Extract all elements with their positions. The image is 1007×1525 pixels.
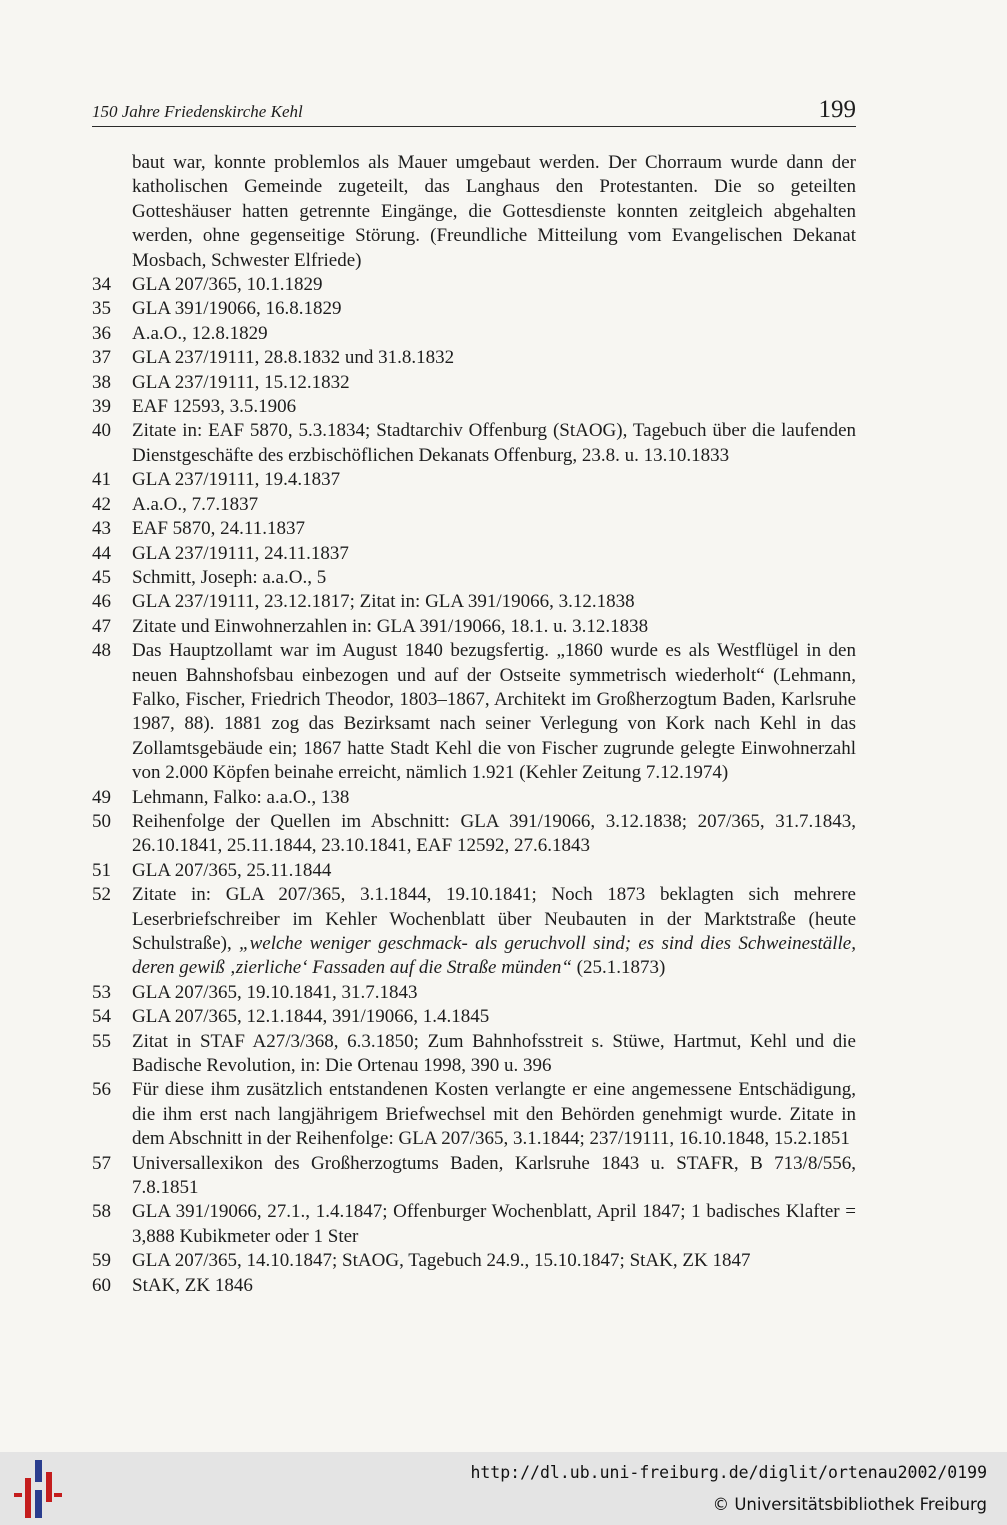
footnote-number: 54 bbox=[92, 1006, 111, 1028]
footnote-text bbox=[132, 419, 856, 468]
footnote-number bbox=[92, 151, 132, 273]
footnote-text-main: Lehmann, Falko: a.a.O., 138 bbox=[132, 786, 350, 808]
footnote-43 bbox=[92, 517, 856, 541]
footnote-text-main: GLA 207/365, 25.11.1844 bbox=[132, 859, 332, 881]
footnote-text-main: Zitate in: GLA 207/365, 3.1.1844, 19.10.1841; Noch 1873 beklagten sich mehrere Leserbriefschreiber im Kehler Wochenblatt über Neubauten in der Marktstraße (heute Schulstraße), bbox=[132, 884, 856, 954]
footnote-text bbox=[132, 810, 856, 859]
footnote-number: 51 bbox=[92, 859, 111, 881]
footnote-text bbox=[132, 566, 856, 590]
footnote-text-main: baut war, konnte problemlos als Mauer umgebaut werden. Der Chorraum wurde dann der katholischen Gemeinde zugeteilt, das Langhaus den Protestanten. Die so geteilten Gotteshäuser hatten getrennte Eingänge, die Gottesdienste konnten zeitgleich abgehalten werden, ohne gegenseitige Störung. (Freundliche Mitteilung vom Evangelischen Dekanat Mosbach, Schwester Elfriede) bbox=[132, 152, 856, 271]
footnote-text bbox=[132, 273, 856, 297]
footnote-48 bbox=[92, 639, 856, 785]
footnote-47 bbox=[92, 615, 856, 639]
footnote-number: 38 bbox=[92, 371, 111, 393]
footnote-50 bbox=[92, 810, 856, 859]
footnote-51 bbox=[92, 859, 856, 883]
footnote-42 bbox=[92, 493, 856, 517]
footnote-text bbox=[132, 1200, 856, 1249]
footnote-text-main: Reihenfolge der Quellen im Abschnitt: GLA 391/19066, 3.12.1838; 207/365, 31.7.1843, 26.10.1841, 25.11.1844, 23.10.1841, EAF 12592, 27.6.1843 bbox=[132, 810, 856, 857]
footnote-text bbox=[132, 1152, 856, 1201]
footnote-number: 41 bbox=[92, 469, 111, 491]
footnote-number: 37 bbox=[92, 347, 111, 369]
footnote-38 bbox=[92, 371, 856, 395]
footnote-39 bbox=[92, 395, 856, 419]
footnote-text-main: GLA 207/365, 14.10.1847; StAOG, Tagebuch 24.9., 15.10.1847; StAK, ZK 1847 bbox=[132, 1250, 751, 1272]
footnote-number: 46 bbox=[92, 591, 111, 613]
footnote-text bbox=[132, 883, 856, 981]
footnote-text-main: GLA 207/365, 12.1.1844, 391/19066, 1.4.1845 bbox=[132, 1006, 490, 1028]
footnote-number: 52 bbox=[92, 884, 111, 906]
footnote-text bbox=[132, 517, 856, 541]
footnote-text bbox=[132, 322, 856, 346]
footnote-text bbox=[132, 371, 856, 395]
footnote-text bbox=[132, 151, 856, 273]
footnote-54 bbox=[92, 1005, 856, 1029]
footnote-text-main: GLA 237/19111, 28.8.1832 und 31.8.1832 bbox=[132, 347, 455, 369]
footnote-text bbox=[132, 297, 856, 321]
footnote-59 bbox=[92, 1249, 856, 1273]
footnote-number: 49 bbox=[92, 786, 111, 808]
footnote-text-main: EAF 12593, 3.5.1906 bbox=[132, 396, 297, 418]
footnote-text bbox=[132, 1030, 856, 1079]
footnote-number: 40 bbox=[92, 420, 111, 442]
footnote-number: 45 bbox=[92, 566, 111, 588]
footnote-34 bbox=[92, 273, 856, 297]
footnote-text-main: Universallexikon des Großherzogtums Baden, Karlsruhe 1843 u. STAFR, B 713/8/556, 7.8.1851 bbox=[132, 1152, 856, 1199]
page-number: 199 bbox=[818, 96, 856, 123]
footnote-number: 42 bbox=[92, 493, 111, 515]
viewer-footer bbox=[0, 1452, 1007, 1525]
running-title: 150 Jahre Friedenskirche Kehl bbox=[92, 102, 303, 121]
footnote-text bbox=[132, 981, 856, 1005]
footnote-text-main: A.a.O., 7.7.1837 bbox=[132, 493, 259, 515]
footnote-number: 57 bbox=[92, 1152, 111, 1174]
footnote-55 bbox=[92, 1030, 856, 1079]
footnote-text-main: GLA 391/19066, 16.8.1829 bbox=[132, 298, 342, 320]
footnote-41 bbox=[92, 468, 856, 492]
footnote-text-main: GLA 391/19066, 27.1., 1.4.1847; Offenburger Wochenblatt, April 1847; 1 badisches Klafter = 3,888 Kubikmeter oder 1 Ster bbox=[132, 1201, 856, 1247]
footnote-text bbox=[132, 786, 856, 810]
footnote-text bbox=[132, 615, 856, 639]
footnote-text bbox=[132, 346, 856, 370]
footnote-number: 44 bbox=[92, 542, 111, 564]
running-header bbox=[92, 94, 856, 127]
permalink-url[interactable]: http://dl.ub.uni-freiburg.de/diglit/ortenau2002/0199 bbox=[470, 1463, 987, 1482]
footnote-text bbox=[132, 542, 856, 566]
footnote-49 bbox=[92, 786, 856, 810]
footnote-52 bbox=[92, 883, 856, 981]
footnote-45 bbox=[92, 566, 856, 590]
footnote-text-main: EAF 5870, 24.11.1837 bbox=[132, 518, 305, 540]
footnote-number: 35 bbox=[92, 298, 111, 320]
footnote-46 bbox=[92, 590, 856, 614]
footnote-text-main: Für diese ihm zusätzlich entstandenen Kosten verlangte er eine angemessene Entschädigung, die ihm erst nach langjährigem Briefwechsel mit den Behörden genehmigt wurde. Zitate in dem Abschnitt in der Reihenfolge: GLA 207/365, 3.1.1844; 237/19111, 16.10.1848, 15.2.1851 bbox=[132, 1079, 856, 1150]
footnote-quote: „welche weniger geschmack- als geruchvoll sind; es sind dies Schweineställe, deren gewiß ‚zierliche‘ Fassaden auf die Straße münden“ bbox=[132, 933, 856, 979]
footnote-text-main: GLA 207/365, 10.1.1829 bbox=[132, 274, 323, 296]
footnote-56 bbox=[92, 1078, 856, 1151]
footnote-number: 50 bbox=[92, 810, 111, 832]
footnote-60 bbox=[92, 1274, 856, 1298]
footnote-37 bbox=[92, 346, 856, 370]
footnote-number: 58 bbox=[92, 1201, 111, 1223]
footnote-text-main: GLA 237/19111, 15.12.1832 bbox=[132, 371, 350, 393]
footnote-number: 34 bbox=[92, 274, 111, 296]
footnote-text-after: (25.1.1873) bbox=[571, 957, 666, 979]
footnote-text bbox=[132, 493, 856, 517]
footnote-number: 56 bbox=[92, 1079, 111, 1101]
footnote-number: 59 bbox=[92, 1250, 111, 1272]
footnote-text-main: Das Hauptzollamt war im August 1840 bezugsfertig. „1860 wurde es als Westflügel in den neuen Bahnshofsbau einbezogen und auf der Ostseite symmetrisch wiederholt“ (Lehmann, Falko, Fischer, Friedrich Theodor, 1803–1867, Architekt im Großherzogtum Baden, Karlsruhe 1987, 88). 1881 zog das Bezirksamt nach seiner Verlegung von Kork nach Kehl in das Zollamtsgebäude ein; 1867 hatte Stadt Kehl die von Fischer zugrunde gelegte Einwohnerzahl von 2.000 Köpfen beinahe erreicht, nämlich 1.921 (Kehler Zeitung 7.12.1974) bbox=[132, 640, 856, 784]
footnote-53 bbox=[92, 981, 856, 1005]
footnote-text bbox=[132, 1249, 856, 1273]
footnote-number: 39 bbox=[92, 396, 111, 418]
footnote-text-main: Zitat in STAF A27/3/368, 6.3.1850; Zum Bahnhofsstreit s. Stüwe, Hartmut, Kehl und die Badische Revolution, in: Die Ortenau 1998, 390 u. 396 bbox=[132, 1030, 856, 1077]
footnote-text-main: Zitate und Einwohnerzahlen in: GLA 391/19066, 18.1. u. 3.12.1838 bbox=[132, 615, 649, 637]
footnotes-list bbox=[92, 151, 856, 1298]
footnote-number: 60 bbox=[92, 1274, 111, 1296]
footnote-58 bbox=[92, 1200, 856, 1249]
footnote-text bbox=[132, 395, 856, 419]
footnote-text-main: StAK, ZK 1846 bbox=[132, 1274, 253, 1296]
footnote-text-main: GLA 237/19111, 24.11.1837 bbox=[132, 542, 349, 564]
footnote-text bbox=[132, 859, 856, 883]
footnote-text bbox=[132, 1274, 856, 1298]
footnote-number: 43 bbox=[92, 518, 111, 540]
ub-freiburg-logo-icon[interactable] bbox=[14, 1460, 64, 1518]
footnote-text-main: GLA 207/365, 19.10.1841, 31.7.1843 bbox=[132, 981, 418, 1003]
footnote-text-main: A.a.O., 12.8.1829 bbox=[132, 322, 268, 344]
footnote-44 bbox=[92, 542, 856, 566]
footnote-number: 36 bbox=[92, 322, 111, 344]
footnote-number: 48 bbox=[92, 640, 111, 662]
footnote-continuation bbox=[92, 151, 856, 273]
footnote-text bbox=[132, 1078, 856, 1151]
footnote-35 bbox=[92, 297, 856, 321]
footnote-40 bbox=[92, 419, 856, 468]
footnote-number: 47 bbox=[92, 615, 111, 637]
footnote-text-main: GLA 237/19111, 19.4.1837 bbox=[132, 469, 341, 491]
footnote-text-main: GLA 237/19111, 23.12.1817; Zitat in: GLA 391/19066, 3.12.1838 bbox=[132, 591, 635, 613]
footnote-text bbox=[132, 590, 856, 614]
footnote-text-main: Zitate in: EAF 5870, 5.3.1834; Stadtarchiv Offenburg (StAOG), Tagebuch über die laufenden Dienstgeschäfte des erzbischöflichen Dekanats Offenburg, 23.8. u. 13.10.1833 bbox=[132, 420, 856, 466]
footnote-text bbox=[132, 639, 856, 785]
footnote-text bbox=[132, 1005, 856, 1029]
copyright-notice: © Universitätsbibliothek Freiburg bbox=[712, 1495, 987, 1514]
footnote-36 bbox=[92, 322, 856, 346]
footnote-number: 55 bbox=[92, 1030, 111, 1052]
footnote-text bbox=[132, 468, 856, 492]
footnote-number: 53 bbox=[92, 981, 111, 1003]
footnote-57 bbox=[92, 1152, 856, 1201]
footnote-text-main: Schmitt, Joseph: a.a.O., 5 bbox=[132, 566, 327, 588]
